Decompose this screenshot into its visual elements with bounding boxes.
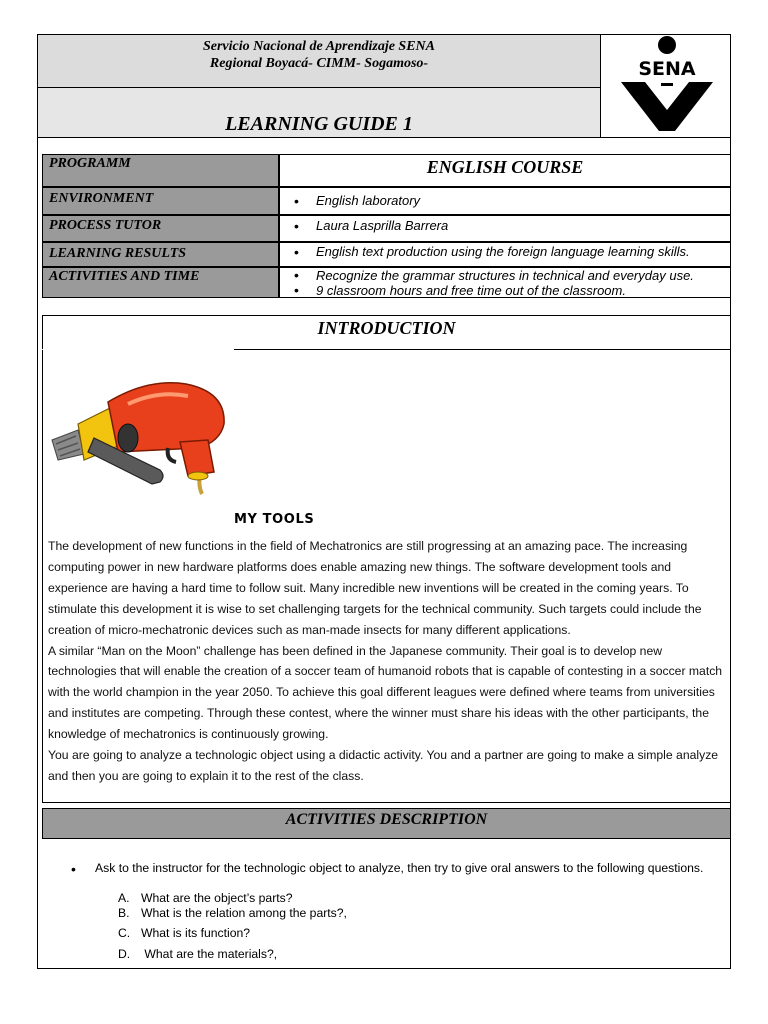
intro-paragraph-2: A similar “Man on the Moon” challenge has been defined in the Japanese community. Their goal is to develop new technologies that will enable the creation of a soccer team of humanoid robots that is capable of contesting in a soccer match with the world champion in the year 2050. To achieve this goal different leagues were defined where teams from universities and institutes are competing. Through these contest, where the winner must share his ideas with the other participants, the knowledge of mechatronics is continuously growing. [48, 643, 723, 742]
question-letter-b: B. [118, 906, 130, 920]
activities-instruction: Ask to the instructor for the technologic object to analyze, then try to give oral answers to the following questions. [95, 861, 704, 875]
intro-paragraph-1: The development of new functions in the field of Mechatronics are still progressing at an amazing pace. The increasing computing power in new hardware platforms does enable amazing new things. The software development tools and experience are having a hard time to follow suit. Many incredible new inventions will be created in the coming years. To stimulate this development it is wise to set challenging targets for the technical community. Such targets could include the creation of micro-mechatronic devices such as man-made insects for many different applications. [48, 539, 702, 637]
value-programm: ENGLISH COURSE [279, 154, 731, 187]
image-caption: MY TOOLS [234, 512, 315, 527]
sena-logo-icon [601, 35, 732, 139]
institution-header [37, 34, 601, 88]
value-process-tutor [279, 215, 731, 242]
institution-name: Servicio Nacional de Aprendizaje SENA [202, 39, 436, 54]
tutor-item: • Laura Lasprilla Barrera [280, 218, 730, 233]
value-environment [279, 187, 731, 215]
learning-result-item: • English text production using the foreign language learning skills. [280, 244, 730, 259]
institution-region: Regional Boyacá- CIMM- Sogamoso- [209, 56, 429, 71]
question-letter-d: D. [118, 947, 131, 961]
activities-bullet: • [71, 861, 76, 877]
introduction-body [48, 536, 728, 787]
sena-logo-text: SENA [638, 58, 696, 80]
question-c: What is its function? [141, 926, 251, 940]
label-programm: PROGRAMM [42, 154, 279, 187]
intro-paragraph-3: You are going to analyze a technologic object using a didactic activity. You and a partner are going to make a simple analyze and then you are going to explain it to the rest of the class. [48, 748, 719, 783]
value-activities-time [279, 267, 731, 298]
question-d: What are the materials?, [141, 947, 278, 961]
label-environment: ENVIRONMENT [42, 187, 279, 215]
heading-gap [42, 349, 234, 350]
environment-item: • English laboratory [280, 193, 730, 208]
label-learning-results: LEARNING RESULTS [42, 242, 279, 267]
introduction-heading: INTRODUCTION [42, 315, 731, 350]
question-b: What is the relation among the parts?, [141, 906, 347, 920]
label-activities-time: ACTIVITIES AND TIME [42, 267, 279, 298]
label-process-tutor: PROCESS TUTOR [42, 215, 279, 242]
value-learning-results [279, 242, 731, 267]
question-a: What are the object’s parts? [141, 891, 293, 905]
activities-heading: ACTIVITIES DESCRIPTION [42, 808, 731, 839]
question-letter-a: A. [118, 891, 130, 905]
guide-title: LEARNING GUIDE 1 [37, 87, 601, 138]
drill-icon [48, 368, 238, 498]
sena-logo-box [600, 34, 731, 138]
question-letter-c: C. [118, 926, 131, 940]
activity-item: • Recognize the grammar structures in technical and everyday use. [280, 268, 730, 283]
time-item: • 9 classroom hours and free time out of the classroom. [280, 283, 730, 298]
